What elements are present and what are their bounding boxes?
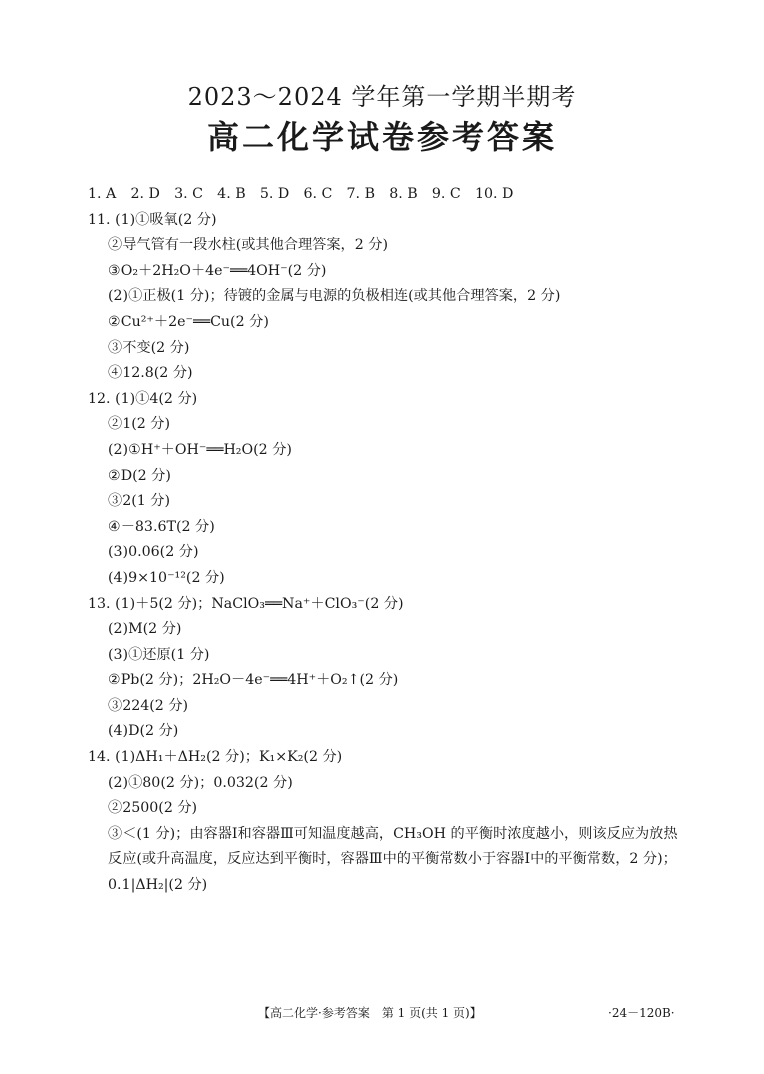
answer-line: 11. (1)①吸氧(2 分) xyxy=(88,211,217,228)
answer-line: (2)M(2 分) xyxy=(108,621,182,638)
answer-line: 13. (1)＋5(2 分)；NaClO₃══Na⁺＋ClO₃⁻(2 分) xyxy=(88,595,404,612)
answer-key-title: 高二化学试卷参考答案 xyxy=(206,118,557,156)
answer-line: ②Cu²⁺＋2e⁻══Cu(2 分) xyxy=(108,313,269,330)
answer-line: ②2500(2 分) xyxy=(108,800,198,817)
answer-line: ②D(2 分) xyxy=(108,467,171,484)
answer-line: ③＜(1 分)；由容器Ⅰ和容器Ⅲ可知温度越高，CH₃OH 的平衡时浓度越小，则该反应为放热 xyxy=(108,825,678,842)
answer-line: ③2(1 分) xyxy=(108,493,171,510)
answer-line: ③224(2 分) xyxy=(108,697,189,714)
answer-line: 14. (1)ΔH₁＋ΔH₂(2 分)；K₁×K₂(2 分) xyxy=(88,749,343,766)
answer-line: ②Pb(2 分)；2H₂O－4e⁻══4H⁺＋O₂↑(2 分) xyxy=(108,672,399,689)
answer-list xyxy=(88,182,698,899)
answer-line: 反应(或升高温度，反应达到平衡时，容器Ⅲ中的平衡常数小于容器Ⅰ中的平衡常数，2 分)； xyxy=(108,851,677,868)
answer-line: (2)①80(2 分)；0.032(2 分) xyxy=(108,774,293,791)
answer-line: ④－83.6T(2 分) xyxy=(108,518,215,535)
answer-line: ④12.8(2 分) xyxy=(108,365,193,382)
answer-line: (4)D(2 分) xyxy=(108,723,179,740)
answer-line: ③不变(2 分) xyxy=(108,339,190,356)
answer-line: (4)9×10⁻¹²(2 分) xyxy=(108,569,225,586)
exam-title: 2023～2024 学年第一学期半期考 xyxy=(187,83,577,111)
answer-line: ②1(2 分) xyxy=(108,416,171,433)
answer-line: 1. A 2. D 3. C 4. B 5. D 6. C 7. B 8. B 9. C 10. D xyxy=(88,186,514,202)
answer-line: (2)①H⁺＋OH⁻══H₂O(2 分) xyxy=(108,441,292,458)
answer-line: ③O₂＋2H₂O＋4e⁻══4OH⁻(2 分) xyxy=(108,262,327,279)
footer-page-info: 【高二化学·参考答案 第 1 页(共 1 页)】 xyxy=(258,1006,482,1020)
answer-line: 0.1|ΔH₂|(2 分) xyxy=(108,877,208,894)
answer-line: (2)①正极(1 分)；待镀的金属与电源的负极相连(或其他合理答案，2 分) xyxy=(108,288,561,305)
answer-line: 12. (1)①4(2 分) xyxy=(88,390,198,407)
page-footer xyxy=(0,1003,764,1023)
answer-line: (3)①还原(1 分) xyxy=(108,646,210,663)
answer-line: ②导气管有一段水柱(或其他合理答案，2 分) xyxy=(108,237,388,254)
answer-line: (3)0.06(2 分) xyxy=(108,544,199,561)
footer-code: ·24－120B· xyxy=(608,1006,675,1020)
